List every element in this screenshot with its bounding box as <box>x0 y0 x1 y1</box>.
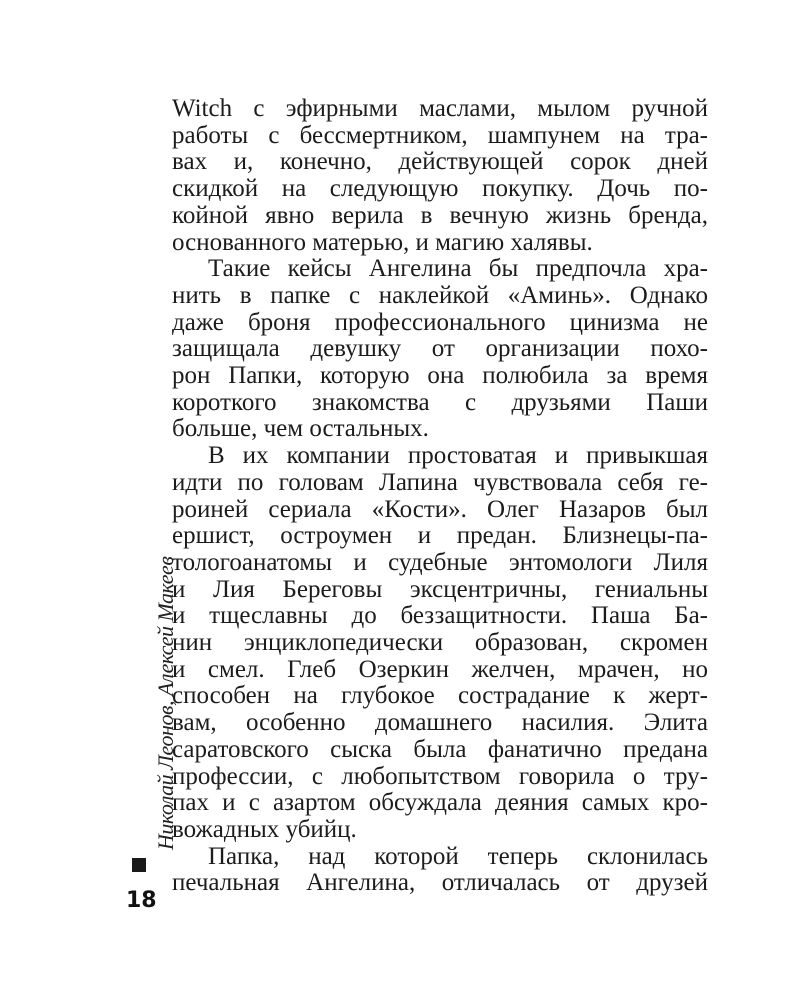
text-line: и смел. Глеб Озеркин желчен, мрачен, но <box>172 655 708 683</box>
text-line: пах и с азартом обсуждала деяния самых кро- <box>172 789 708 817</box>
running-head-marker <box>132 858 146 872</box>
text-line: тологоанатомы и судебные энтомологи Лиля <box>172 548 708 576</box>
text-line: В их компании простоватая и привыкшая <box>208 442 708 470</box>
text-line: нин энциклопедически образован, скромен <box>172 629 708 657</box>
text-line: профессии, с любопытством говорила о тру- <box>172 762 708 790</box>
text-line: Witch с эфирными маслами, мылом ручной <box>172 95 708 122</box>
text-line: способен на глубокое сострадание к жерт- <box>172 682 708 710</box>
text-line: даже броня профессионального цинизма не <box>172 308 708 336</box>
text-line: скидкой на следующую покупку. Дочь по- <box>172 175 708 203</box>
text-line: защищала девушку от организации похо- <box>172 335 708 363</box>
text-line: основанного матерью, и магию халявы. <box>172 228 593 256</box>
text-line: и Лия Береговы эксцентричны, гениальны <box>172 575 708 603</box>
text-line: работы с бессмертником, шампунем на тра- <box>172 121 708 149</box>
text-line: нить в папке с наклейкой «Аминь». Однако <box>172 281 708 309</box>
text-line: Такие кейсы Ангелина бы предпочла хра- <box>208 255 708 283</box>
paragraph <box>172 443 708 844</box>
paragraph <box>172 256 708 443</box>
text-line: печальная Ангелина, отличалась от друзей <box>172 869 708 897</box>
page-number: 18 <box>126 888 157 913</box>
text-line: Папка, над которой теперь склонилась <box>208 842 708 870</box>
text-line: саратовского сыска была фанатично предана <box>172 735 708 763</box>
text-line: вах и, конечно, действующей сорок дней <box>172 148 708 176</box>
text-line: роиней сериала «Кости». Олег Назаров был <box>172 495 708 523</box>
text-line: и тщеславны до беззащитности. Паша Ба- <box>172 602 708 630</box>
text-line: короткого знакомства с друзьями Паши <box>172 388 708 416</box>
text-line: больше, чем остальных. <box>172 415 429 443</box>
text-line: койной явно верила в вечную жизнь бренда, <box>172 201 708 229</box>
text-line: рон Папки, которую она полюбила за время <box>172 362 708 390</box>
text-line: вам, особенно домашнего насилия. Элита <box>172 709 708 737</box>
body-text <box>172 96 708 897</box>
text-line: ершист, остроумен и предан. Близнецы-па- <box>172 522 708 550</box>
paragraph <box>172 844 708 897</box>
paragraph <box>172 96 708 256</box>
running-head-author: Николай Леонов, Алексей Макеев <box>153 556 178 850</box>
text-line: идти по головам Лапина чувствовала себя ге- <box>172 468 708 496</box>
text-line: вожадных убийц. <box>172 815 357 843</box>
